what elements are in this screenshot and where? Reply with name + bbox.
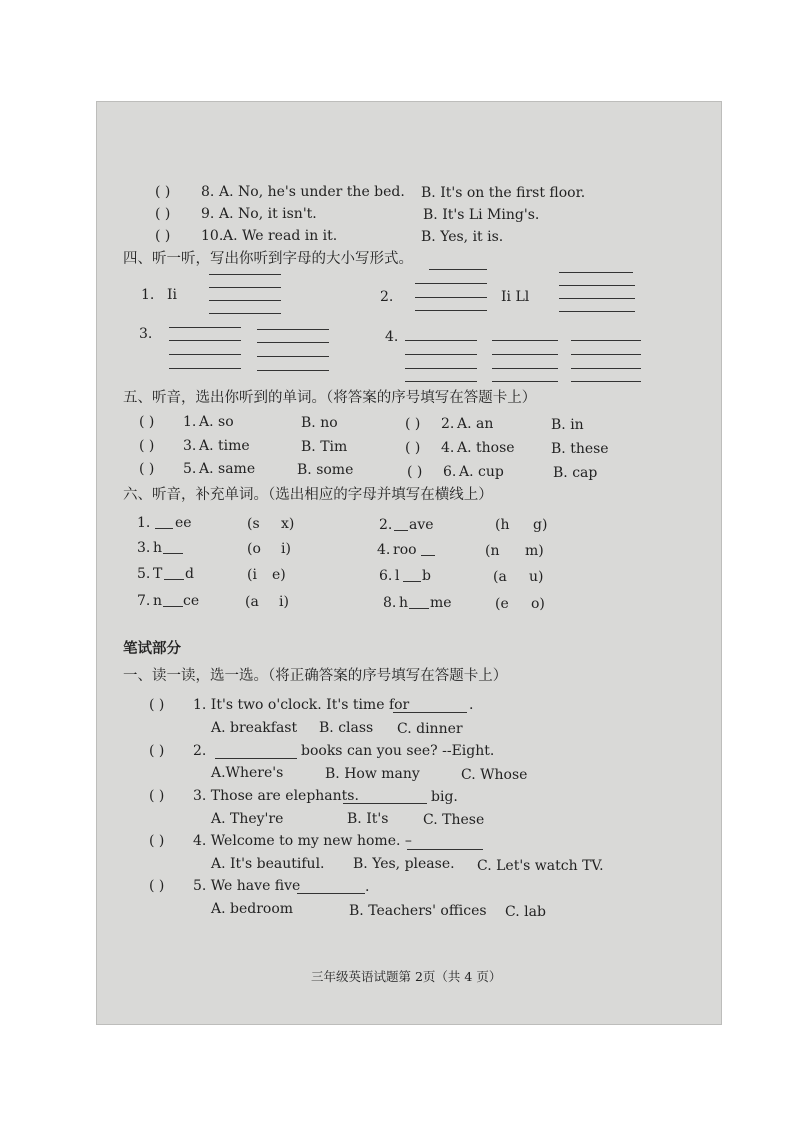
answer-blank xyxy=(571,368,641,369)
option-b: B. Yes, it is. xyxy=(421,229,504,245)
question-text: 3. Those are elephants. xyxy=(193,788,359,804)
letter-option: m) xyxy=(525,543,544,559)
letter-option: e) xyxy=(272,567,286,583)
section5-heading: 五、听音，选出你听到的单词。（将答案的序号填写在答题卡上） xyxy=(123,390,537,406)
word-fragment: l xyxy=(395,568,400,584)
option-b: B. no xyxy=(301,415,338,431)
option-b: B. It's Li Ming's. xyxy=(423,207,540,223)
fill-blank xyxy=(407,849,483,850)
option-b: B. It's on the first floor. xyxy=(421,185,586,201)
answer-blank xyxy=(492,381,558,382)
option-a: A. an xyxy=(457,416,494,432)
word-fragment: ave xyxy=(409,517,434,533)
option-b: B. class xyxy=(319,720,374,736)
option-b: B. Teachers' offices xyxy=(349,903,487,919)
option-c: C. lab xyxy=(505,904,546,920)
option-a: A. those xyxy=(457,440,515,456)
option-a: A. We read in it. xyxy=(223,228,338,244)
question-text: . xyxy=(469,697,474,713)
option-b: B. in xyxy=(551,417,584,433)
fill-blank xyxy=(163,553,183,554)
item-number: 4. xyxy=(377,542,391,558)
answer-blank xyxy=(492,354,558,355)
answer-blank xyxy=(257,370,329,371)
word-fragment: T xyxy=(153,566,163,582)
answer-blank xyxy=(405,381,477,382)
answer-paren: ( ) xyxy=(139,461,155,477)
item-number: 8. xyxy=(383,595,397,611)
word-fragment: h xyxy=(153,540,163,556)
answer-paren: ( ) xyxy=(155,184,171,200)
exam-page xyxy=(96,101,722,1025)
answer-blank xyxy=(169,354,241,355)
fill-blank xyxy=(409,608,429,609)
question-number: 2. xyxy=(441,416,455,432)
answer-blank xyxy=(257,329,329,330)
option-a: A. They're xyxy=(211,811,284,827)
option-a: A. It's beautiful. xyxy=(211,856,325,872)
item-number: 4. xyxy=(385,329,399,345)
answer-paren: ( ) xyxy=(149,697,165,713)
section6-heading: 六、听音，补充单词。（选出相应的字母并填写在横线上） xyxy=(123,487,493,503)
option-a: A. time xyxy=(199,438,250,454)
option-a: A. No, it isn't. xyxy=(219,206,317,222)
question-number: 1. xyxy=(183,414,197,430)
fill-blank xyxy=(393,712,467,713)
letter-prompt: Ii xyxy=(167,287,178,303)
answer-blank xyxy=(559,298,635,299)
question-number: 4. xyxy=(441,440,455,456)
answer-blank xyxy=(492,368,558,369)
word-fragment: b xyxy=(422,568,431,584)
word-fragment: roo xyxy=(393,542,417,558)
answer-blank xyxy=(492,340,558,341)
item-number: 3. xyxy=(139,326,153,342)
item-number: 1. xyxy=(137,515,151,531)
answer-blank xyxy=(415,297,487,298)
letter-option: i) xyxy=(281,541,291,557)
answer-blank xyxy=(209,274,281,275)
question-text: 4. Welcome to my new home. – xyxy=(193,833,412,849)
question-number: 5. xyxy=(183,461,197,477)
letter-option: x) xyxy=(281,516,295,532)
item-number: 2. xyxy=(380,289,394,305)
answer-paren: ( ) xyxy=(407,464,423,480)
option-a: A. bedroom xyxy=(211,901,294,917)
letter-option: g) xyxy=(533,517,548,533)
word-fragment: ce xyxy=(183,593,200,609)
option-a: A. cup xyxy=(459,464,504,480)
option-c: C. These xyxy=(423,812,485,828)
answer-blank xyxy=(405,354,477,355)
answer-paren: ( ) xyxy=(405,440,421,456)
fill-blank xyxy=(164,579,184,580)
option-b: B. Tim xyxy=(301,439,348,455)
option-b: B. How many xyxy=(325,766,420,782)
question-text: 2. xyxy=(193,743,207,759)
answer-blank xyxy=(169,340,241,341)
option-a: A. No, he's under the bed. xyxy=(219,184,405,200)
letter-option: (a xyxy=(493,569,507,585)
answer-paren: ( ) xyxy=(139,414,155,430)
word-fragment: n xyxy=(153,593,163,609)
fill-blank xyxy=(343,803,427,804)
option-c: C. Let's watch TV. xyxy=(477,858,604,874)
letter-option: (o xyxy=(247,541,261,557)
answer-paren: ( ) xyxy=(149,743,165,759)
option-b: B. Yes, please. xyxy=(353,856,455,872)
word-fragment: h xyxy=(399,595,409,611)
answer-blank xyxy=(571,381,641,382)
answer-paren: ( ) xyxy=(155,228,171,244)
fill-blank xyxy=(155,528,173,529)
answer-blank xyxy=(559,285,635,286)
option-a: A. so xyxy=(199,414,234,430)
answer-paren: ( ) xyxy=(149,788,165,804)
question-text: 5. We have five xyxy=(193,878,301,894)
option-b: B. some xyxy=(297,462,354,478)
question-number: 6. xyxy=(443,464,457,480)
letter-option: (h xyxy=(495,517,510,533)
letter-option: (s xyxy=(247,516,260,532)
option-b: B. these xyxy=(551,441,609,457)
letter-option: o) xyxy=(531,596,545,612)
question-number: 10. xyxy=(201,228,224,244)
answer-blank xyxy=(571,340,641,341)
answer-blank xyxy=(559,272,633,273)
item-number: 3. xyxy=(137,540,151,556)
option-b: B. cap xyxy=(553,465,598,481)
answer-blank xyxy=(571,354,641,355)
question-number: 3. xyxy=(183,438,197,454)
written-section1-heading: 一、读一读，选一选。（将正确答案的序号填写在答题卡上） xyxy=(123,668,508,684)
fill-blank xyxy=(215,758,297,759)
word-fragment: me xyxy=(430,595,452,611)
answer-blank xyxy=(429,269,487,270)
fill-blank xyxy=(403,581,421,582)
question-text: books can you see? --Eight. xyxy=(301,743,495,759)
item-number: 6. xyxy=(379,568,393,584)
fill-blank xyxy=(297,893,365,894)
answer-blank xyxy=(257,342,329,343)
answer-blank xyxy=(257,356,329,357)
page-footer: 三年级英语试题第 2页（共 4 页） xyxy=(311,969,502,984)
option-b: B. It's xyxy=(347,811,389,827)
item-number: 5. xyxy=(137,566,151,582)
answer-blank xyxy=(559,311,635,312)
answer-blank xyxy=(405,340,477,341)
option-c: C. dinner xyxy=(397,721,463,737)
answer-blank xyxy=(209,287,281,288)
letter-option: u) xyxy=(529,569,544,585)
option-a: A.Where's xyxy=(211,765,284,781)
answer-paren: ( ) xyxy=(149,833,165,849)
written-part-title: 笔试部分 xyxy=(123,640,181,657)
answer-blank xyxy=(405,368,477,369)
fill-blank xyxy=(421,555,435,556)
answer-blank xyxy=(209,313,281,314)
answer-paren: ( ) xyxy=(149,878,165,894)
question-text: 1. It's two o'clock. It's time for xyxy=(193,697,410,713)
answer-blank xyxy=(415,283,487,284)
answer-paren: ( ) xyxy=(405,416,421,432)
letter-option: (e xyxy=(495,596,509,612)
fill-blank xyxy=(163,606,183,607)
word-fragment: ee xyxy=(175,515,192,531)
answer-blank xyxy=(169,368,241,369)
item-number: 7. xyxy=(137,593,151,609)
question-text: big. xyxy=(431,789,458,805)
item-number: 1. xyxy=(141,287,155,303)
answer-blank xyxy=(209,300,281,301)
letter-option: (i xyxy=(247,567,257,583)
word-fragment: d xyxy=(185,566,194,582)
letter-option: (a xyxy=(245,594,259,610)
answer-blank xyxy=(169,327,241,328)
letter-prompt: Ii Ll xyxy=(501,289,530,305)
letter-option: (n xyxy=(485,543,500,559)
item-number: 2. xyxy=(379,517,393,533)
answer-paren: ( ) xyxy=(155,206,171,222)
answer-paren: ( ) xyxy=(139,438,155,454)
letter-option: i) xyxy=(279,594,289,610)
question-number: 8. xyxy=(201,184,215,200)
option-a: A. same xyxy=(199,461,256,477)
answer-blank xyxy=(415,310,487,311)
option-c: C. Whose xyxy=(461,767,528,783)
question-text: . xyxy=(365,879,370,895)
section4-heading: 四、听一听，写出你听到字母的大小写形式。 xyxy=(123,251,413,267)
fill-blank xyxy=(394,530,408,531)
question-number: 9. xyxy=(201,206,215,222)
option-a: A. breakfast xyxy=(211,720,298,736)
